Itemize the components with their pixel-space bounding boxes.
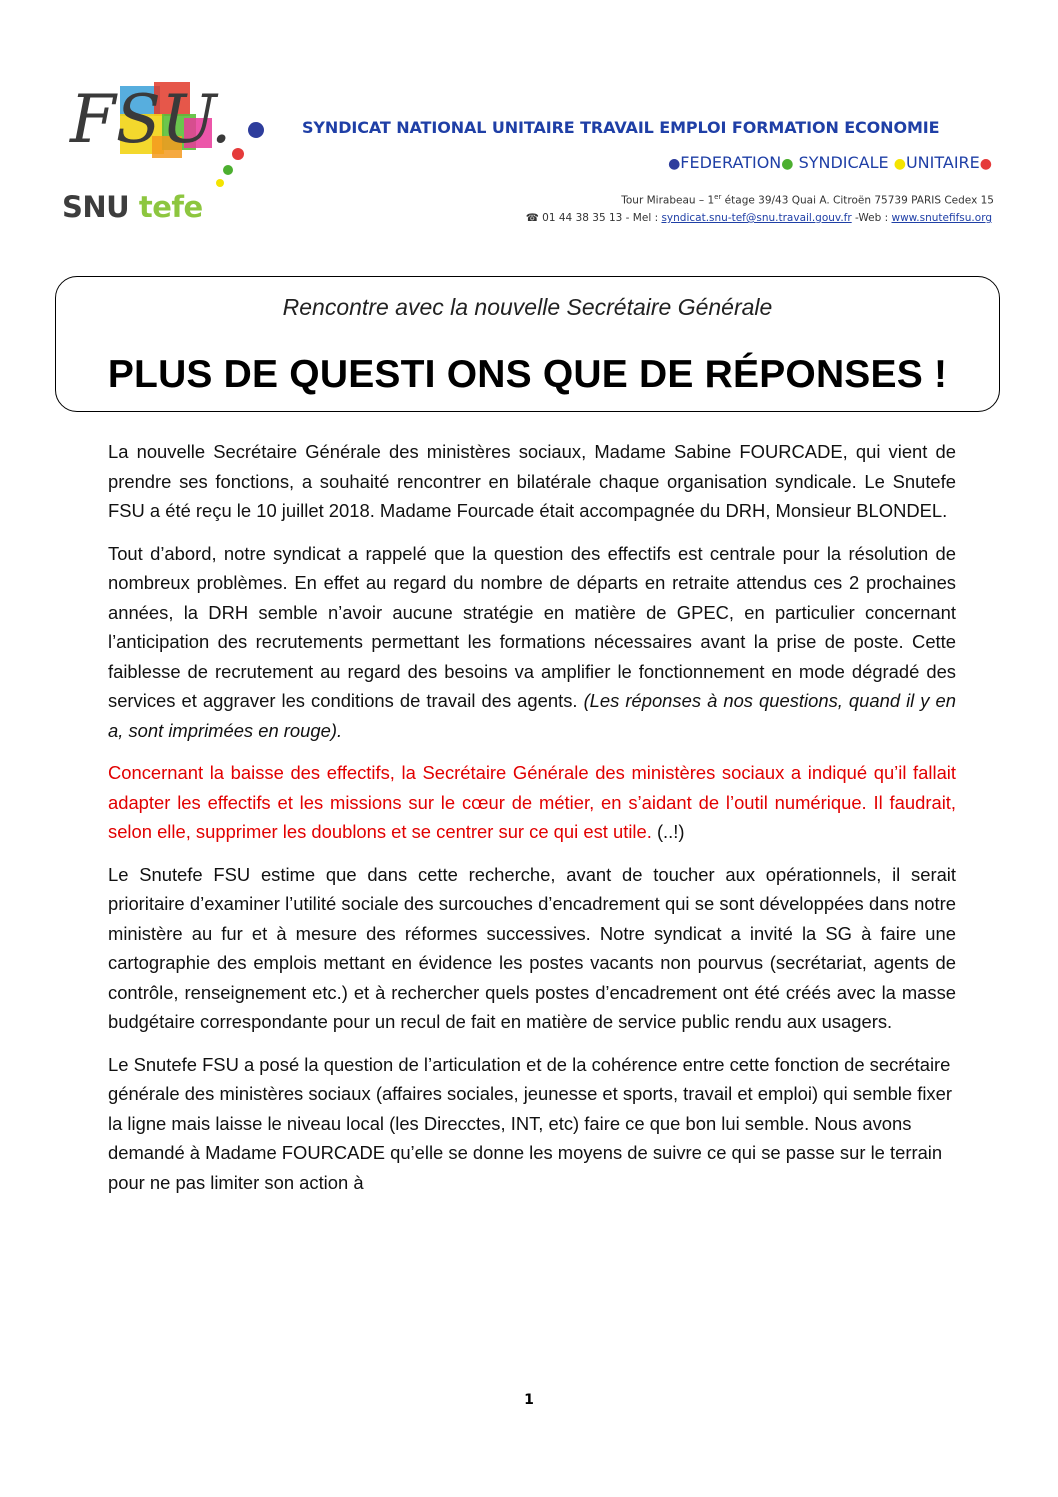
federation-tagline: ●FEDERATION● SYNDICALE ●UNITAIRE● xyxy=(668,153,992,172)
snu-tefe-wordmark: SNU tefe xyxy=(62,190,203,224)
organization-name: SYNDICAT NATIONAL UNITAIRE TRAVAIL EMPLOI FORMATION ECONOMIE xyxy=(302,118,940,137)
paragraph-effectifs: Tout d’abord, notre syndicat a rappelé que la question des effectifs est centrale pour la résolution de nombreux problèmes. En effet au regard du nombre de départs en retraite attendus ces 2 prochaines années, la DRH semble n’avoir aucune stratégie en matière de GPEC, en particulier concernant l’anticipation des recrutements permettant les formations nécessaires avant la prise de poste. Cette faiblesse de recrutement au regard des besoins va amplifier le fonctionnement en mode dégradé des services et aggraver les conditions de travail des agents. (Les réponses à nos questions, quand il y en a, sont imprimées en rouge). xyxy=(108,542,956,741)
document-subtitle: Rencontre avec la nouvelle Secrétaire Générale xyxy=(282,294,773,320)
paragraph-articulation: Le Snutefe FSU a posé la question de l’articulation et de la cohérence entre cette fonction de secrétaire générale des ministères sociaux (affaires sociales, jeunesse et sports, travail et emploi) qui semble fixer la ligne mais laisse le niveau local (les Direcctes, INT, etc) faire ce que bon lui semble. Nous avons demandé à Madame FOURCADE qu’elle se donne les moyens de suivre ce qui se passe sur le terrain pour ne pas limiter son action à xyxy=(108,1053,952,1193)
document-title: PLUS DE QUESTI ONS QUE DE RÉPONSES ! xyxy=(107,353,948,396)
paragraph-encadrement: Le Snutefe FSU estime que dans cette recherche, avant de toucher aux opérationnels, il serait prioritaire d’examiner l’utilité sociale des surcouches d’encadrement qui se sont développées dans notre ministère au fur et à mesure des réformes successives. Notre syndicat a invité la SG à faire une cartographie des emplois mettant en évidence les postes vacants non pourvus (secrétariat, agents de contrôle, renseignement etc.) et à rechercher quels postes d’encadrement ont été créés avec la masse budgétaire correspondante pour un recul de fait en matière de service public rendu aux usagers. xyxy=(108,863,956,1032)
article-body xyxy=(108,437,956,1210)
contact-line: ☎ 01 44 38 35 13 - Mel : syndicat.snu-tef@snu.travail.gouv.fr -Web : www.snutefifsu.org xyxy=(525,212,992,224)
page-number: 1 xyxy=(524,1392,534,1408)
legend-note: (Les réponses à nos questions, quand il y en a, sont imprimées en rouge). xyxy=(108,690,956,741)
paragraph-intro: La nouvelle Secrétaire Générale des ministères sociaux, Madame Sabine FOURCADE, qui vient de prendre ses fonctions, a souhaité rencontrer en bilatérale chaque organisation syndicale. Le Snutefe FSU a été reçu le 10 juillet 2018. Madame Fourcade était accompagnée du DRH, Monsieur BLONDEL. xyxy=(108,441,956,521)
email-link[interactable]: syndicat.snu-tef@snu.travail.gouv.fr xyxy=(661,212,852,224)
phone-number: ☎ 01 44 38 35 13 - Mel : xyxy=(525,212,662,224)
website-link[interactable]: www.snutefifsu.org xyxy=(891,212,992,224)
fsu-wordmark: FSU. xyxy=(70,81,232,158)
postal-address: Tour Mirabeau – 1er étage 39/43 Quai A. Citroën 75739 PARIS Cedex 15 xyxy=(621,193,994,207)
fsu-snutefe-logo xyxy=(58,78,268,228)
fsu-logo-graphic xyxy=(58,78,268,188)
title-box xyxy=(55,276,1000,412)
paragraph-response: Concernant la baisse des effectifs, la Secrétaire Générale des ministères sociaux a indiqué qu’il fallait adapter les effectifs et les missions sur le cœur de métier, en s’aidant de l’outil numérique. Il faudrait, selon elle, supprimer les doublons et se centrer sur ce qui est utile. (..!) xyxy=(108,762,956,842)
